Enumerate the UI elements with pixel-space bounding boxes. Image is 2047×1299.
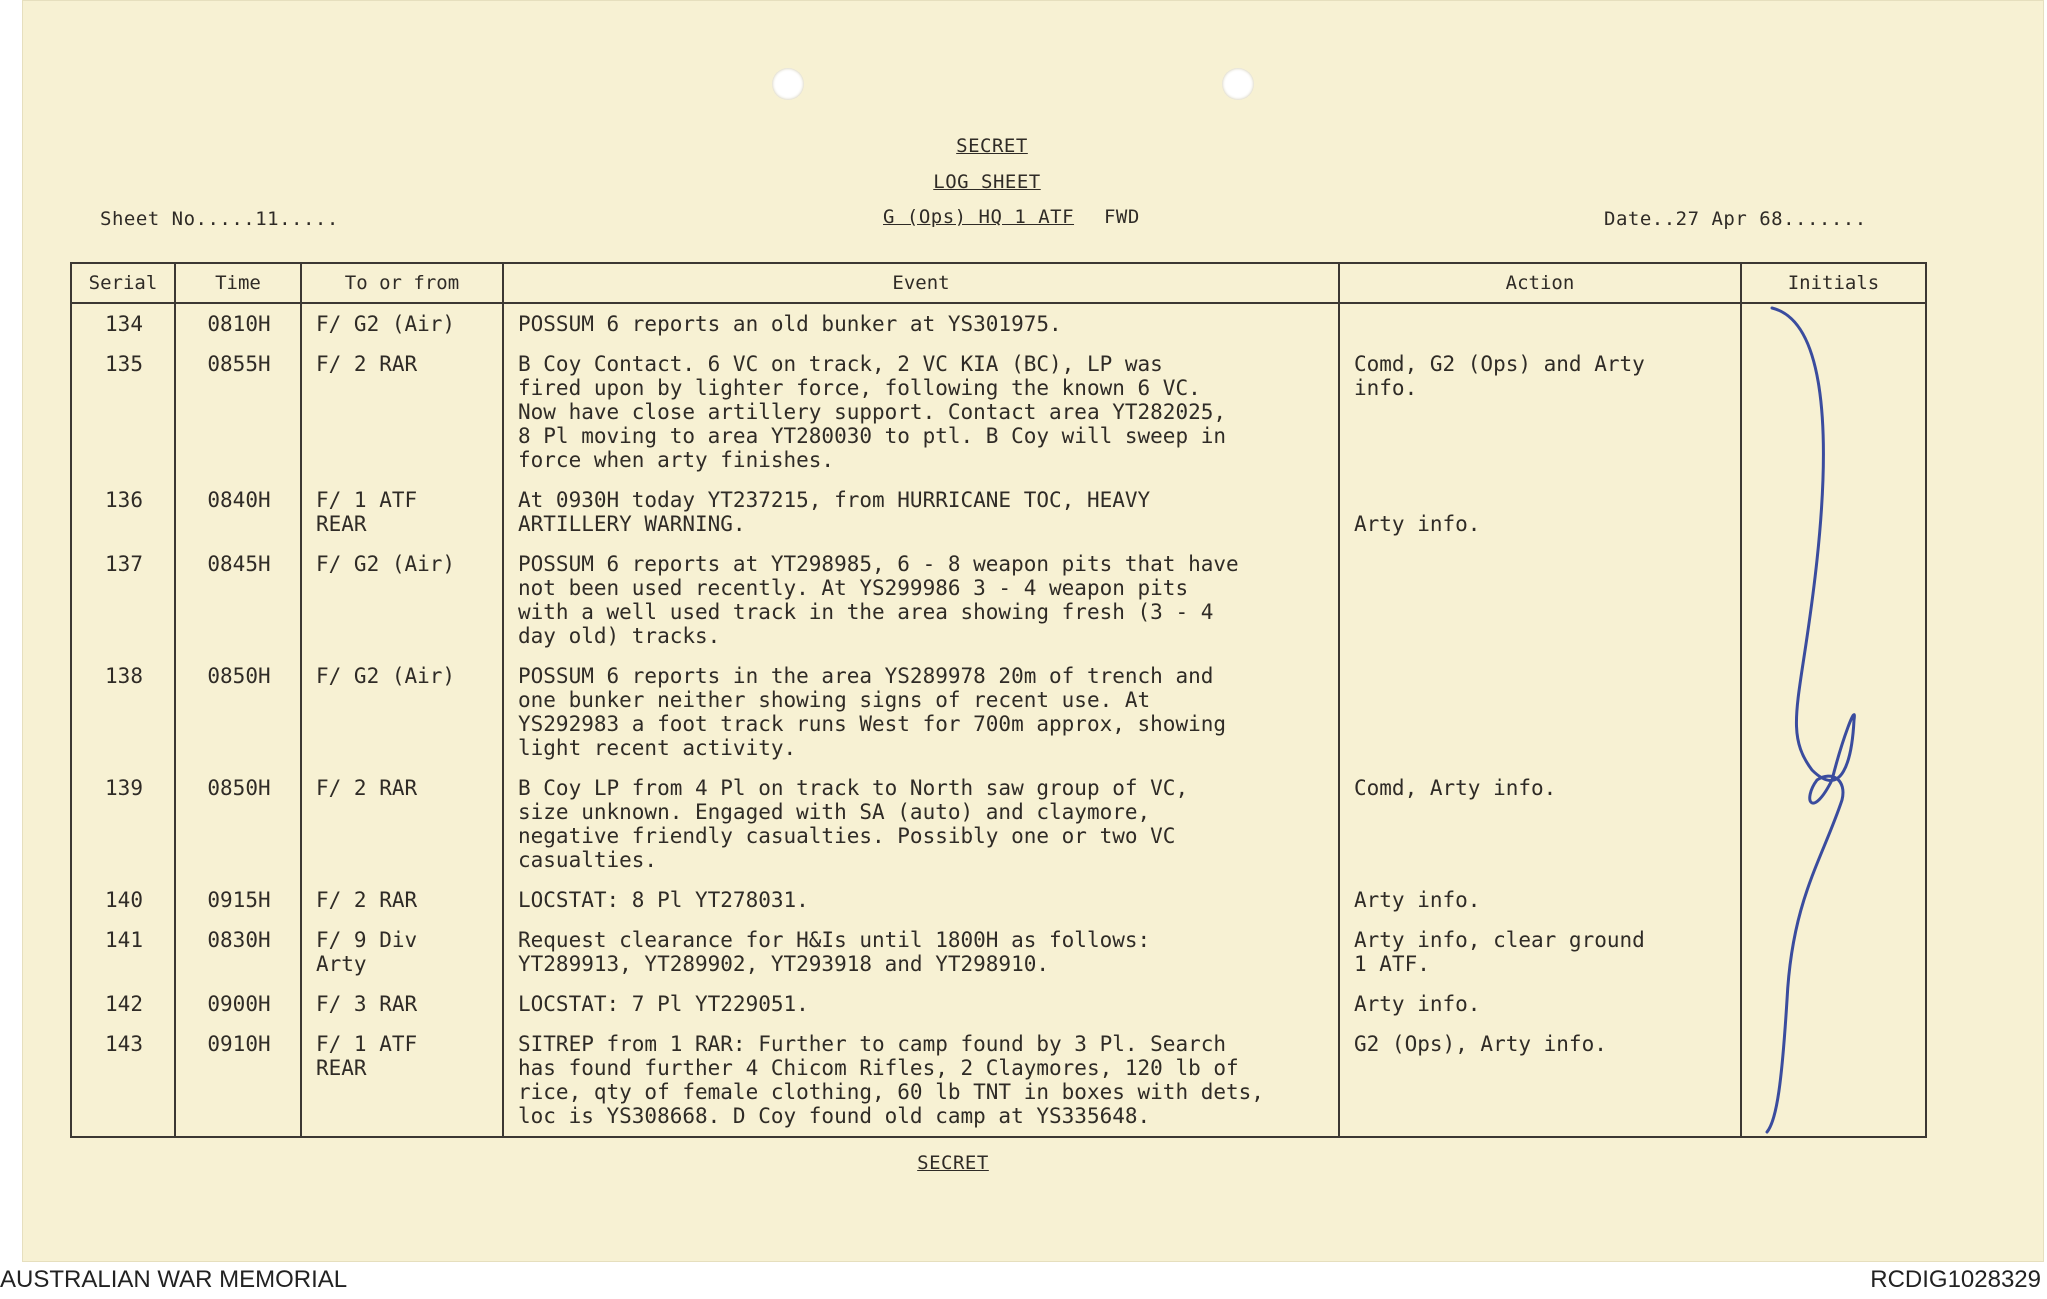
table-row [71,480,1926,544]
serial-cell: 143 [71,1024,175,1137]
unit-name: G (Ops) HQ 1 ATF [883,206,1075,228]
table-row [71,1024,1926,1137]
log-sheet-title: LOG SHEET [933,171,1041,193]
serial-cell: 140 [71,880,175,920]
table-row [71,920,1926,984]
from-text: F/ G2 (Air) [316,312,456,336]
serial-cell: 135 [71,344,175,480]
from-cell [301,984,503,1024]
from-text: F/ G2 (Air) [316,552,456,576]
from-text: F/ 2 RAR [316,352,418,376]
serial-cell: 142 [71,984,175,1024]
table-row [71,656,1926,768]
punch-hole [772,68,804,100]
time-cell: 0915H [175,880,301,920]
archive-watermark-left: AUSTRALIAN WAR MEMORIAL [0,1266,348,1293]
serial-cell: 141 [71,920,175,984]
from-text: F/ 2 RAR [316,888,418,912]
from-text: F/ 3 RAR [316,992,418,1016]
from-cell [301,920,503,984]
classification-footer: SECRET [917,1152,989,1174]
unit-line [883,206,1140,228]
punch-hole [1222,68,1254,100]
from-cell [301,656,503,768]
col-initials: Initials [1741,263,1926,303]
event-cell: POSSUM 6 reports in the area YS289978 20m of trench and one bunker neither showing signs of recent use. At YS292983 a foot track runs West for 700m approx, showing light recent activity. [503,656,1339,768]
from-cell [301,480,503,544]
table-header-row [71,263,1926,303]
from-cell [301,880,503,920]
time-cell: 0855H [175,344,301,480]
event-cell: B Coy Contact. 6 VC on track, 2 VC KIA (BC), LP was fired upon by lighter force, following the known 6 VC. Now have close artillery support. Contact area YT282025, 8 Pl moving to area YT280030 to ptl. B Coy will sweep in force when arty finishes. [503,344,1339,480]
event-cell: POSSUM 6 reports an old bunker at YS301975. [503,303,1339,344]
from-cell [301,544,503,656]
action-cell: Comd, G2 (Ops) and Arty info. [1339,344,1741,480]
action-cell: G2 (Ops), Arty info. [1339,1024,1741,1137]
action-cell: Arty info. [1339,480,1741,544]
table-row [71,768,1926,880]
from-text: F/ 2 RAR [316,776,418,800]
from-text: F/ 9 Div Arty [316,928,418,976]
from-text: F/ 1 ATF REAR [316,1032,418,1080]
time-cell: 0850H [175,656,301,768]
action-cell [1339,303,1741,344]
initials-pen-stroke [1762,300,1892,1140]
event-cell: SITREP from 1 RAR: Further to camp found by 3 Pl. Search has found further 4 Chicom Rifles, 2 Claymores, 120 lb of rice, qty of female clothing, 60 lb TNT in boxes with dets, loc is YS308668. D Coy found old camp at YS335648. [503,1024,1339,1137]
classification-header: SECRET [956,135,1028,157]
from-text: F/ G2 (Air) [316,664,456,688]
action-cell: Arty info. [1339,880,1741,920]
time-cell: 0830H [175,920,301,984]
event-cell: LOCSTAT: 8 Pl YT278031. [503,880,1339,920]
col-event: Event [503,263,1339,303]
log-table [70,262,1927,1138]
date-field: Date..27 Apr 68....... [1604,208,1867,230]
from-cell [301,303,503,344]
event-cell: LOCSTAT: 7 Pl YT229051. [503,984,1339,1024]
serial-cell: 136 [71,480,175,544]
event-cell: B Coy LP from 4 Pl on track to North saw group of VC, size unknown. Engaged with SA (auto) and claymore, negative friendly casualties. Possibly one or two VC casualties. [503,768,1339,880]
action-cell [1339,544,1741,656]
unit-suffix: FWD [1103,206,1140,228]
table-row [71,544,1926,656]
table-row [71,303,1926,344]
sheet-label: Sheet No [100,208,196,230]
table-row [71,880,1926,920]
sheet-number-field: Sheet No.....11..... [100,208,339,230]
col-serial: Serial [71,263,175,303]
from-text: F/ 1 ATF REAR [316,488,418,536]
serial-cell: 134 [71,303,175,344]
col-action: Action [1339,263,1741,303]
event-cell: Request clearance for H&Is until 1800H as follows: YT289913, YT289902, YT293918 and YT298910. [503,920,1339,984]
time-cell: 0900H [175,984,301,1024]
serial-cell: 139 [71,768,175,880]
action-cell [1339,656,1741,768]
time-cell: 0840H [175,480,301,544]
col-time: Time [175,263,301,303]
from-cell [301,344,503,480]
archive-watermark-right: RCDIG1028329 [1870,1266,2041,1293]
serial-cell: 137 [71,544,175,656]
date-label: Date [1604,208,1652,230]
table-row [71,344,1926,480]
action-cell: Arty info, clear ground 1 ATF. [1339,920,1741,984]
time-cell: 0845H [175,544,301,656]
from-cell [301,1024,503,1137]
time-cell: 0810H [175,303,301,344]
time-cell: 0910H [175,1024,301,1137]
action-cell: Comd, Arty info. [1339,768,1741,880]
serial-cell: 138 [71,656,175,768]
sheet-number: 11 [255,208,280,230]
event-cell: At 0930H today YT237215, from HURRICANE TOC, HEAVY ARTILLERY WARNING. [503,480,1339,544]
table-row [71,984,1926,1024]
time-cell: 0850H [175,768,301,880]
col-to-or-from: To or from [301,263,503,303]
from-cell [301,768,503,880]
action-cell: Arty info. [1339,984,1741,1024]
event-cell: POSSUM 6 reports at YT298985, 6 - 8 weapon pits that have not been used recently. At YS299986 3 - 4 weapon pits with a well used track in the area showing fresh (3 - 4 day old) tracks. [503,544,1339,656]
date-value: 27 Apr 68 [1675,208,1784,230]
